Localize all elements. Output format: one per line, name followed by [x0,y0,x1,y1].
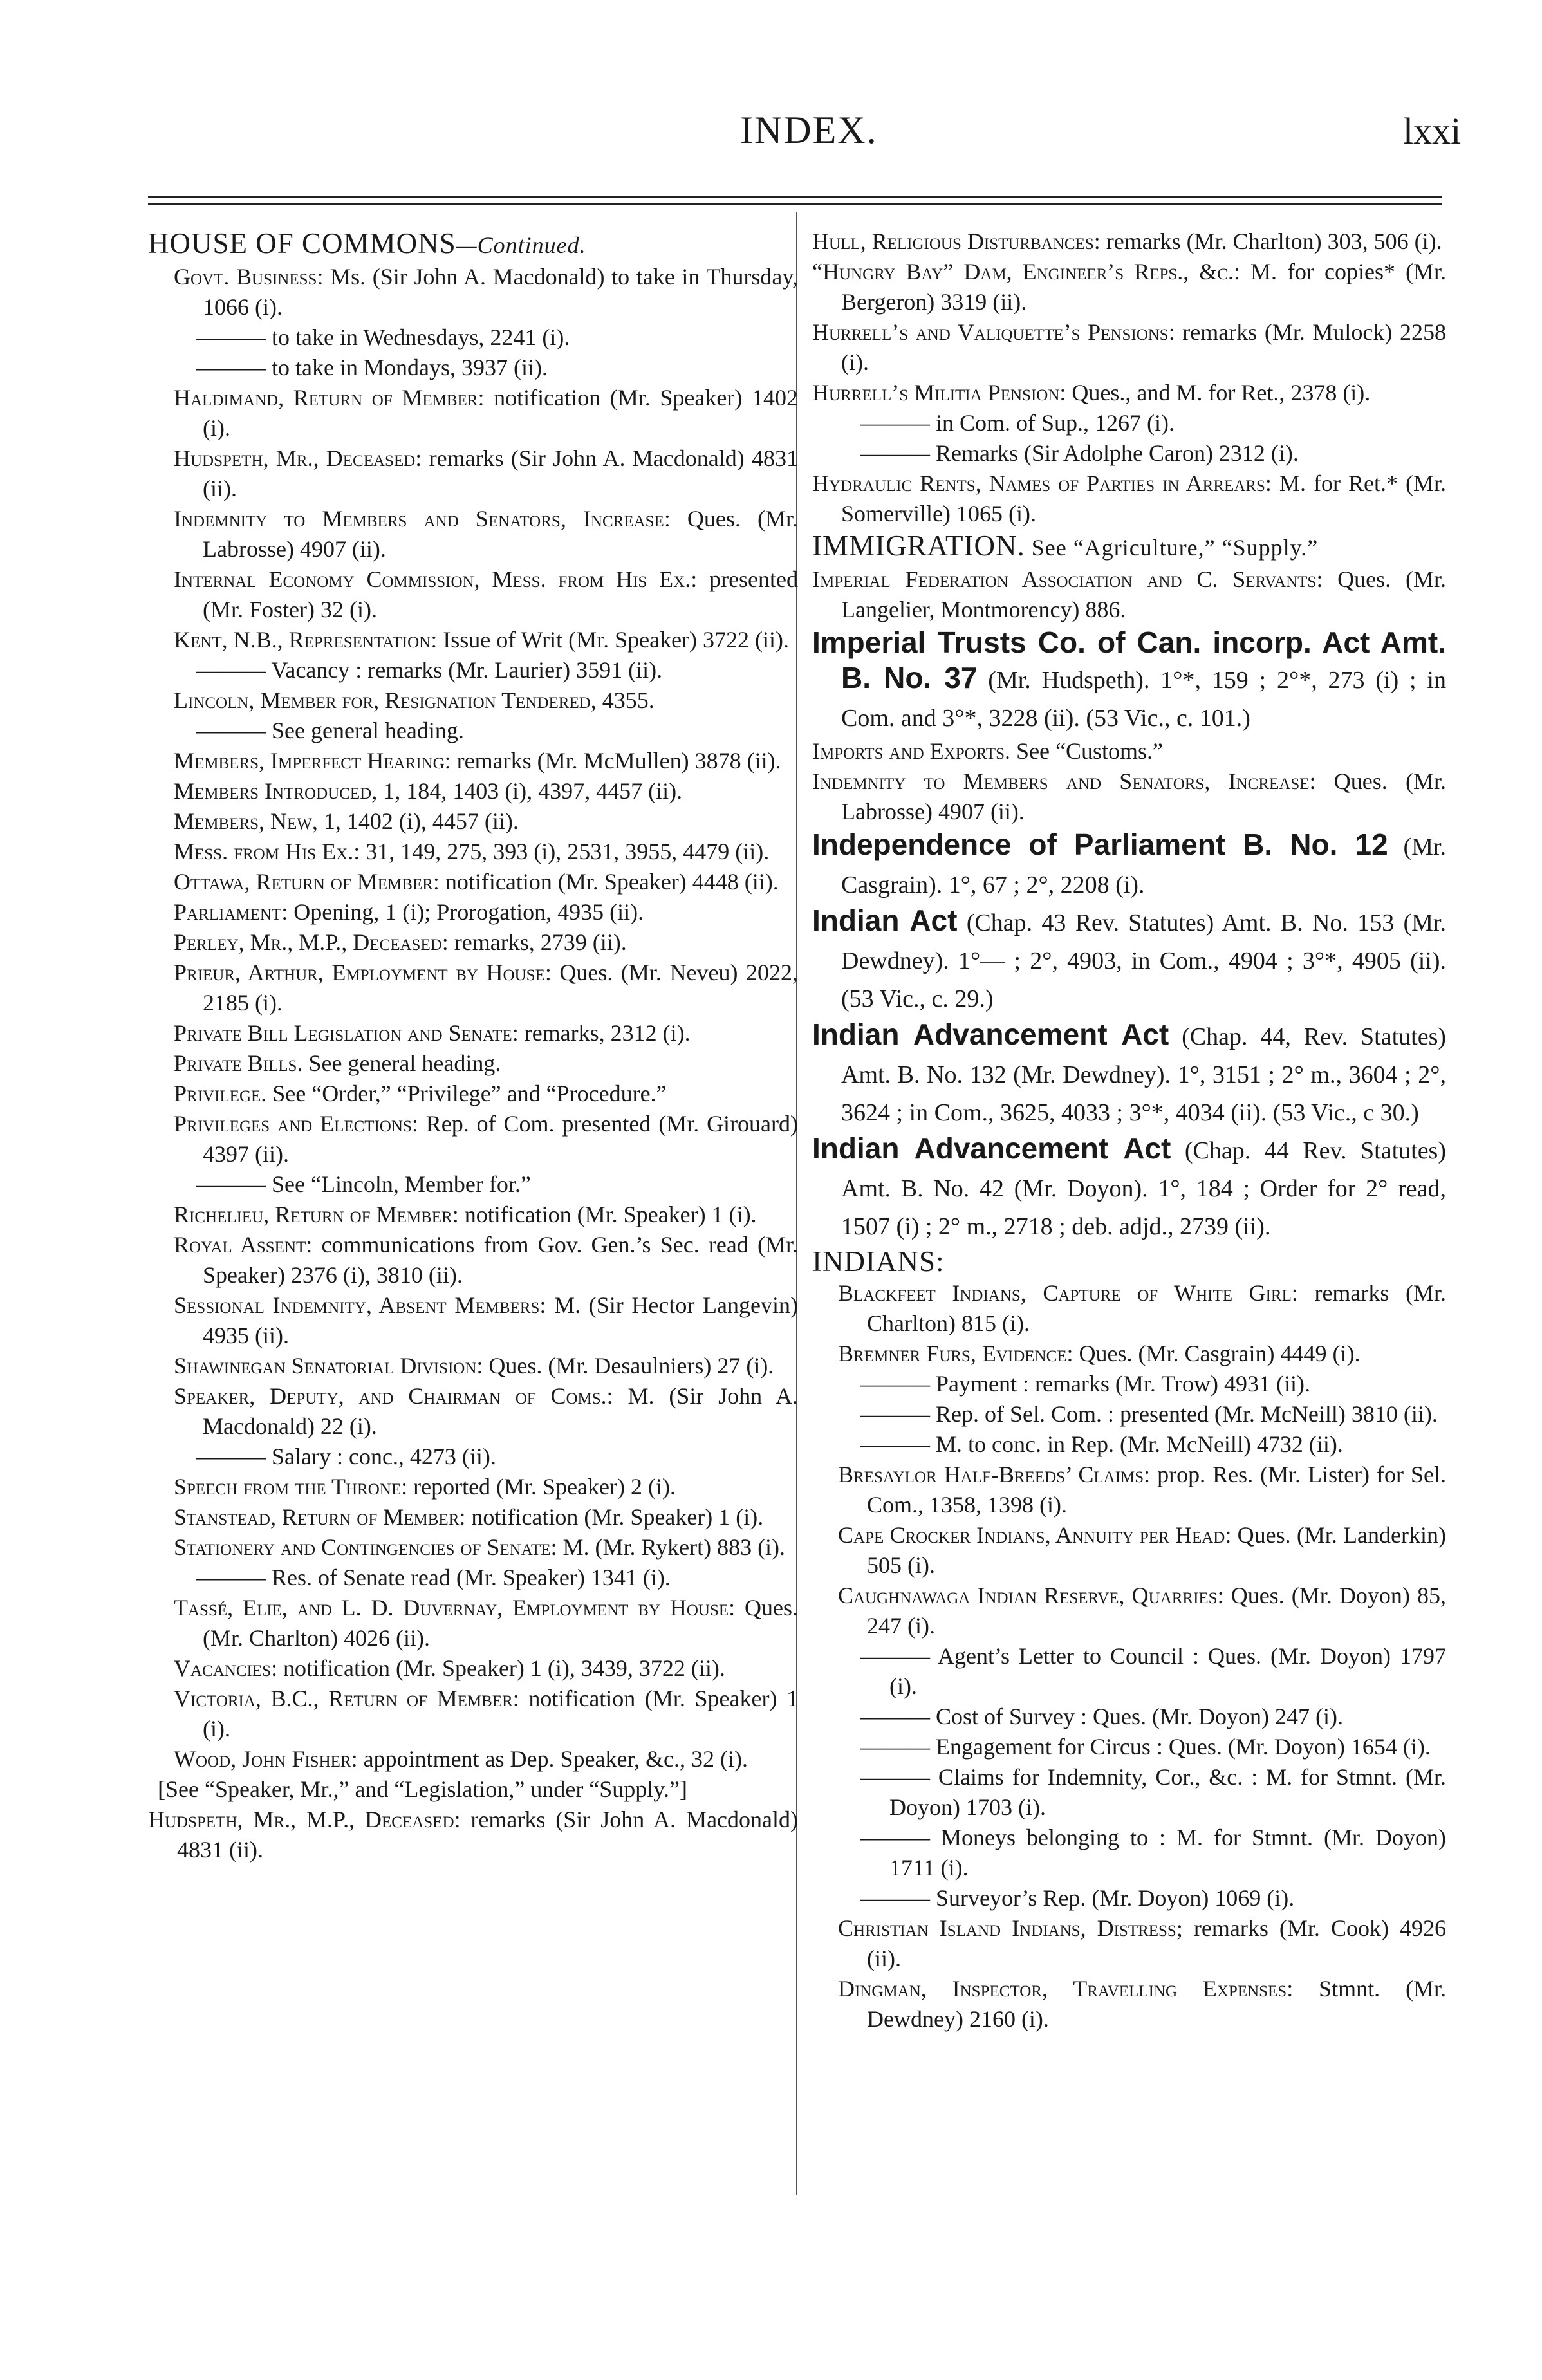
bill-title: Independence of Parliament B. No. 12 [812,828,1388,861]
sub-entry [812,1974,1446,2034]
index-entry [812,227,1446,257]
sub-entry [148,1079,798,1109]
entry-title: Indemnity to Members and Senators, Increase [812,768,1310,794]
entry-detail: : reported (Mr. Speaker) 2 (i). [401,1474,676,1500]
entry-title: Prieur, Arthur, Employment by House [174,960,545,985]
entry-detail: : prop. Res. (Mr. Lister) for Sel. Com., 1358, 1398 (i). [867,1462,1446,1518]
continuation-entry [812,408,1446,438]
entry-title: Hurrell’s and Valiquette’s Pensions [812,319,1169,345]
sub-entry [812,1339,1446,1369]
entry-detail: ——— Engagement for Circus : Ques. (Mr. Doyon) 1654 (i). [860,1734,1431,1760]
entry-detail: : remarks, 2739 (ii). [441,929,627,955]
entry-title: Hydraulic Rents, Names of Parties in Arrears [812,470,1265,496]
entry-title: Kent, N.B., Representation [174,627,431,653]
sub-entry [148,837,798,867]
entry-title: Cape Crocker Indians, Annuity per Head [838,1522,1225,1548]
bill-entry [812,625,1446,736]
entry-detail: ——— Surveyor’s Rep. (Mr. Doyon) 1069 (i). [860,1885,1295,1911]
entry-detail: ——— to take in Wednesdays, 2241 (i). [196,324,570,350]
entry-detail: : Ques. (Mr. Labrosse) 4907 (ii). [841,768,1446,824]
entry-title: Speaker, Deputy, and Chairman of Coms. [174,1383,607,1409]
continuation-entry [812,438,1446,469]
entry-detail: : M. (Mr. Rykert) 883 (i). [550,1534,786,1560]
bill-entry [812,827,1446,903]
entry-detail: : Rep. of Com. presented (Mr. Girouard) 4397 (ii). [203,1111,799,1167]
entry-title: Dingman, Inspector, Travelling Expenses [838,1976,1287,2002]
sub-entry [812,1460,1446,1520]
heading-text: INDIANS: [812,1245,945,1278]
sub-entry [148,1200,798,1230]
page-header [0,0,1542,193]
index-entry [812,564,1446,625]
entry-title: Stanstead, Return of Member [174,1504,460,1530]
continuation-entry [148,322,798,353]
entry-title: Privilege. [174,1081,267,1106]
entry-title: Parliament [174,899,282,925]
entry-detail: : Ques. (Mr. Desaulniers) 27 (i). [476,1353,774,1379]
entry-title: Hudspeth, Mr., M.P., Deceased [148,1807,454,1832]
continuation-entry [148,1563,798,1593]
entry-title: Privileges and Elections [174,1111,412,1137]
sub-entry [148,1381,798,1442]
entry-title: Sessional Indemnity, Absent Members [174,1292,540,1318]
sub-entry [148,776,798,806]
entry-title: Members, Imperfect Hearing [174,748,445,774]
entry-detail: : remarks (Mr. Charlton) 303, 506 (i). [1093,228,1442,254]
entry-detail: ——— Payment : remarks (Mr. Trow) 4931 (ii). [860,1371,1310,1397]
entry-title: Shawinegan Senatorial Division [174,1353,477,1379]
entry-title: Blackfeet Indians, Capture of White Girl [838,1280,1292,1306]
entry-detail: : remarks (Mr. Charlton) 815 (i). [867,1280,1446,1336]
running-title: INDEX. [740,109,878,151]
bill-title: Indian Act [812,904,958,937]
entry-detail: ——— Cost of Survey : Ques. (Mr. Doyon) 247 (i). [860,1704,1343,1729]
section-heading [812,1245,1446,1278]
entry-detail: : communications from Gov. Gen.’s Sec. read (Mr. Speaker) 2376 (i), 3810 (ii). [203,1232,798,1288]
entry-detail: ——— Claims for Indemnity, Cor., &c. : M. for Stmnt. (Mr. Doyon) 1703 (i). [860,1764,1446,1820]
bill-entry [812,1131,1446,1245]
bill-details: (Mr. Casgrain). 1°, 67 ; 2°, 2208 (i). [841,833,1446,898]
entry-detail: : remarks (Sir John A. Macdonald) 4831 (ii). [177,1807,799,1863]
continuation-entry [812,1702,1446,1732]
continuation-entry [812,1429,1446,1460]
bill-entry [812,1017,1446,1131]
entry-detail: : Ques. (Mr. Landerkin) 505 (i). [867,1522,1446,1578]
sub-entry [148,1472,798,1502]
sub-entry [148,1744,798,1774]
sub-entry [148,1684,798,1744]
entry-detail: : Ques. (Mr. Doyon) 85, 247 (i). [867,1583,1446,1639]
entry-title: Speech from the Throne [174,1474,402,1500]
entry-detail: ——— Remarks (Sir Adolphe Caron) 2312 (i). [860,440,1299,466]
header-rule-thin [148,203,1442,205]
entry-detail: : notification (Mr. Speaker) 1 (i), 3439, 3722 (ii). [271,1655,725,1681]
bill-title: Indian Advancement Act [812,1018,1169,1051]
section-heading [812,529,1446,564]
heading-cross-reference: See “Agriculture,” “Supply.” [1025,535,1319,561]
entry-title: Haldimand, Return of Member [174,385,478,411]
entry-detail: See “Order,” “Privilege” and “Procedure.” [266,1081,667,1106]
entry-title: Members, New [174,808,312,834]
entry-detail: ——— Agent’s Letter to Council : Ques. (Mr. Doyon) 1797 (i). [860,1643,1446,1699]
bill-details: (Mr. Hudspeth). 1°*, 159 ; 2°*, 273 (i) ; in Com. and 3°*, 3228 (ii). (53 Vic., c. 101.) [841,667,1446,732]
entry-detail: : Ques. (Mr. Neveu) 2022, 2185 (i). [203,960,798,1016]
heading-text: HOUSE OF COMMONS [148,227,456,259]
sub-entry [148,383,798,443]
sub-entry [148,897,798,927]
entry-title: Hurrell’s Militia Pension [812,380,1060,405]
entry-detail: : Ques. (Mr. Charlton) 4026 (ii). [203,1595,798,1651]
continuation-entry [812,1762,1446,1823]
entry-detail: : notification (Mr. Speaker) 1 (i). [452,1202,757,1227]
entry-detail: : remarks, 2312 (i). [512,1020,691,1046]
sub-entry [148,1502,798,1532]
entry-title: Stationery and Contingencies of Senate [174,1534,551,1560]
continuation-entry [148,1169,798,1200]
entry-detail: : Issue of Writ (Mr. Speaker) 3722 (ii). [431,627,790,653]
sub-entry [812,1278,1446,1339]
section-heading [148,227,798,262]
sub-entry [148,1018,798,1048]
entry-title: Victoria, B.C., Return of Member [174,1686,513,1711]
left-column [148,227,798,1865]
sub-entry [812,1520,1446,1581]
index-entry [812,767,1446,827]
entry-title: Internal Economy Commission, Mess. from His Ex. [174,566,691,592]
continuation-entry [812,1399,1446,1429]
sub-entry [148,806,798,837]
entry-detail: ——— M. to conc. in Rep. (Mr. McNeill) 4732 (ii). [860,1431,1343,1457]
index-entry [812,317,1446,378]
entry-title: Caughnawaga Indian Reserve, Quarries [838,1583,1218,1608]
index-entry [812,469,1446,529]
entry-title: Lincoln, Member for, Resignation Tendered [174,687,591,713]
entry-detail: : Stmnt. (Mr. Dewdney) 2160 (i). [867,1976,1446,2032]
sub-entry [148,1532,798,1563]
sub-entry [148,504,798,564]
entry-detail: ——— Rep. of Sel. Com. : presented (Mr. McNeill) 3810 (ii). [860,1401,1438,1427]
heading-text: IMMIGRATION. [812,530,1025,562]
index-entry [812,378,1446,408]
entry-title: Bresaylor Half-Breeds’ Claims [838,1462,1144,1487]
entry-detail: ——— Moneys belonging to : M. for Stmnt. (Mr. Doyon) 1711 (i). [860,1825,1446,1881]
entry-detail: : Opening, 1 (i); Prorogation, 4935 (ii). [281,899,644,925]
index-entry [812,257,1446,317]
entry-title: Richelieu, Return of Member [174,1202,452,1227]
index-entry [148,1805,798,1865]
entry-detail: : Ques., and M. for Ret., 2378 (i). [1059,380,1371,405]
sub-entry [148,927,798,958]
index-entry [812,736,1446,767]
entry-detail: : notification (Mr. Speaker) 1402 (i). [203,385,798,441]
sub-entry [148,1109,798,1169]
sub-entry [148,625,798,655]
entry-title: Tassé, Elie, and L. D. Duvernay, Employment by House [174,1595,729,1621]
entry-detail: ——— Vacancy : remarks (Mr. Laurier) 3591 (ii). [196,657,663,683]
bill-title: Indian Advancement Act [812,1131,1171,1165]
entry-detail: : Ques. (Mr. Labrosse) 4907 (ii). [203,506,798,562]
sub-entry [812,1913,1446,1974]
sub-entry [148,958,798,1018]
page-number: lxxi [1403,110,1462,152]
continuation-entry [812,1641,1446,1702]
entry-detail: : Ms. (Sir John A. Macdonald) to take in Thursday, 1066 (i). [203,264,798,320]
entry-title: Hudspeth, Mr., Deceased [174,445,416,471]
entry-detail: : M. (Sir John A. Macdonald) 22 (i). [203,1383,798,1439]
sub-entry [148,262,798,322]
entry-detail: : 31, 149, 275, 393 (i), 2531, 3955, 4479 (ii). [353,839,770,864]
continuation-entry [148,655,798,685]
entry-title: Members Introduced [174,778,372,804]
entry-detail: ——— in Com. of Sup., 1267 (i). [860,410,1175,436]
sub-entry [148,564,798,625]
entry-detail: : notification (Mr. Speaker) 1 (i). [459,1504,764,1530]
continuation-entry [148,1442,798,1472]
entry-title: Imports and Exports. [812,738,1011,764]
sub-entry [148,1230,798,1290]
entry-detail: ——— See “Lincoln, Member for.” [196,1171,531,1197]
entry-detail: , 1, 184, 1403 (i), 4397, 4457 (ii). [371,778,683,804]
entry-detail: : remarks (Mr. McMullen) 3878 (ii). [444,748,781,774]
sub-entry [148,746,798,776]
entry-detail: See general heading. [302,1050,501,1076]
bill-details: (Chap. 44 Rev. Statutes) Amt. B. No. 42 (Mr. Doyon). 1°, 184 ; Order for 2° read, 1507 (i) ; 2° m., 2718 ; deb. adjd., 2739 (ii). [841,1137,1446,1240]
entry-detail: : remarks (Sir John A. Macdonald) 4831 (ii). [203,445,798,501]
cross-reference-note [148,1774,798,1805]
bill-details: (Chap. 44, Rev. Statutes) Amt. B. No. 132 (Mr. Dewdney). 1°, 3151 ; 2° m., 3604 ; 2°, 3624 ; in Com., 3625, 4033 ; 3°*, 4034 (ii). (53 Vic., c 30.) [841,1023,1447,1126]
note-text: [See “Speaker, Mr.,” and “Legislation,” under “Supply.”] [158,1776,687,1802]
continuation-entry [148,353,798,383]
entry-detail: : appointment as Dep. Speaker, &c., 32 (i). [351,1746,748,1772]
entry-detail: : remarks (Mr. Mulock) 2258 (i). [841,319,1446,375]
bill-details: (Chap. 43 Rev. Statutes) Amt. B. No. 153 (Mr. Dewdney). 1°— ; 2°, 4903, in Com., 4904 ; 3°*, 4905 (ii). (53 Vic., c. 29.) [841,909,1446,1012]
entry-title: Bremner Furs, Evidence [838,1341,1067,1366]
entry-title: “Hungry Bay” Dam, Engineer’s Reps., &c. [812,259,1234,284]
sub-entry [812,1581,1446,1641]
entry-detail: ——— to take in Mondays, 3937 (ii). [196,355,548,380]
entry-detail: : M. for Ret.* (Mr. Somerville) 1065 (i). [841,470,1446,526]
continuation-entry [148,716,798,746]
entry-detail: , 4355. [590,687,655,713]
heading-continued: —Continued. [456,232,586,258]
entry-detail: : M. for copies* (Mr. Bergeron) 3319 (ii). [841,259,1446,315]
entry-title: Mess. from His Ex. [174,839,354,864]
continuation-entry [812,1369,1446,1399]
entry-detail: ; remarks (Mr. Cook) 4926 (ii). [867,1915,1446,1971]
entry-title: Private Bill Legislation and Senate [174,1020,512,1046]
entry-detail: : Ques. (Mr. Langelier, Montmorency) 886. [841,566,1446,622]
entry-title: Govt. Business [174,264,317,290]
sub-entry [148,1653,798,1684]
entry-title: Ottawa, Return of Member [174,869,433,895]
entry-title: Royal Assent [174,1232,306,1258]
entry-detail: : notification (Mr. Speaker) 1 (i). [203,1686,799,1742]
entry-detail: : M. (Sir Hector Langevin) 4935 (ii). [203,1292,798,1348]
sub-entry [148,443,798,504]
entry-title: Vacancies [174,1655,272,1681]
entry-detail: : Ques. (Mr. Casgrain) 4449 (i). [1066,1341,1361,1366]
bill-entry [812,903,1446,1017]
sub-entry [148,867,798,897]
header-rule-thick [148,196,1442,198]
entry-detail: ——— See general heading. [196,718,464,743]
entry-detail: See “Customs.” [1010,738,1164,764]
entry-detail: , 1, 1402 (i), 4457 (ii). [311,808,519,834]
sub-entry [148,1351,798,1381]
continuation-entry [812,1823,1446,1883]
entry-detail: : presented (Mr. Foster) 32 (i). [203,566,799,622]
entry-title: Wood, John Fisher [174,1746,351,1772]
entry-detail: ——— Res. of Senate read (Mr. Speaker) 1341 (i). [196,1565,671,1590]
bill-title: Imperial Trusts Co. of Can. incorp. Act Amt. B. No. 37 [812,626,1446,694]
entry-title: Hull, Religious Disturbances [812,228,1094,254]
sub-entry [148,1048,798,1079]
entry-detail: ——— Salary : conc., 4273 (ii). [196,1444,496,1469]
continuation-entry [812,1732,1446,1762]
sub-entry [148,1290,798,1351]
entry-detail: : notification (Mr. Speaker) 4448 (ii). [432,869,779,895]
entry-title: Private Bills. [174,1050,303,1076]
entry-title: Indemnity to Members and Senators, Increase [174,506,664,532]
entry-title: Perley, Mr., M.P., Deceased [174,929,442,955]
entry-title: Christian Island Indians, Distress [838,1915,1176,1941]
entry-title: Imperial Federation Association and C. Servants [812,566,1317,592]
sub-entry [148,685,798,716]
sub-entry [148,1593,798,1653]
right-column [812,227,1446,2034]
continuation-entry [812,1883,1446,1913]
